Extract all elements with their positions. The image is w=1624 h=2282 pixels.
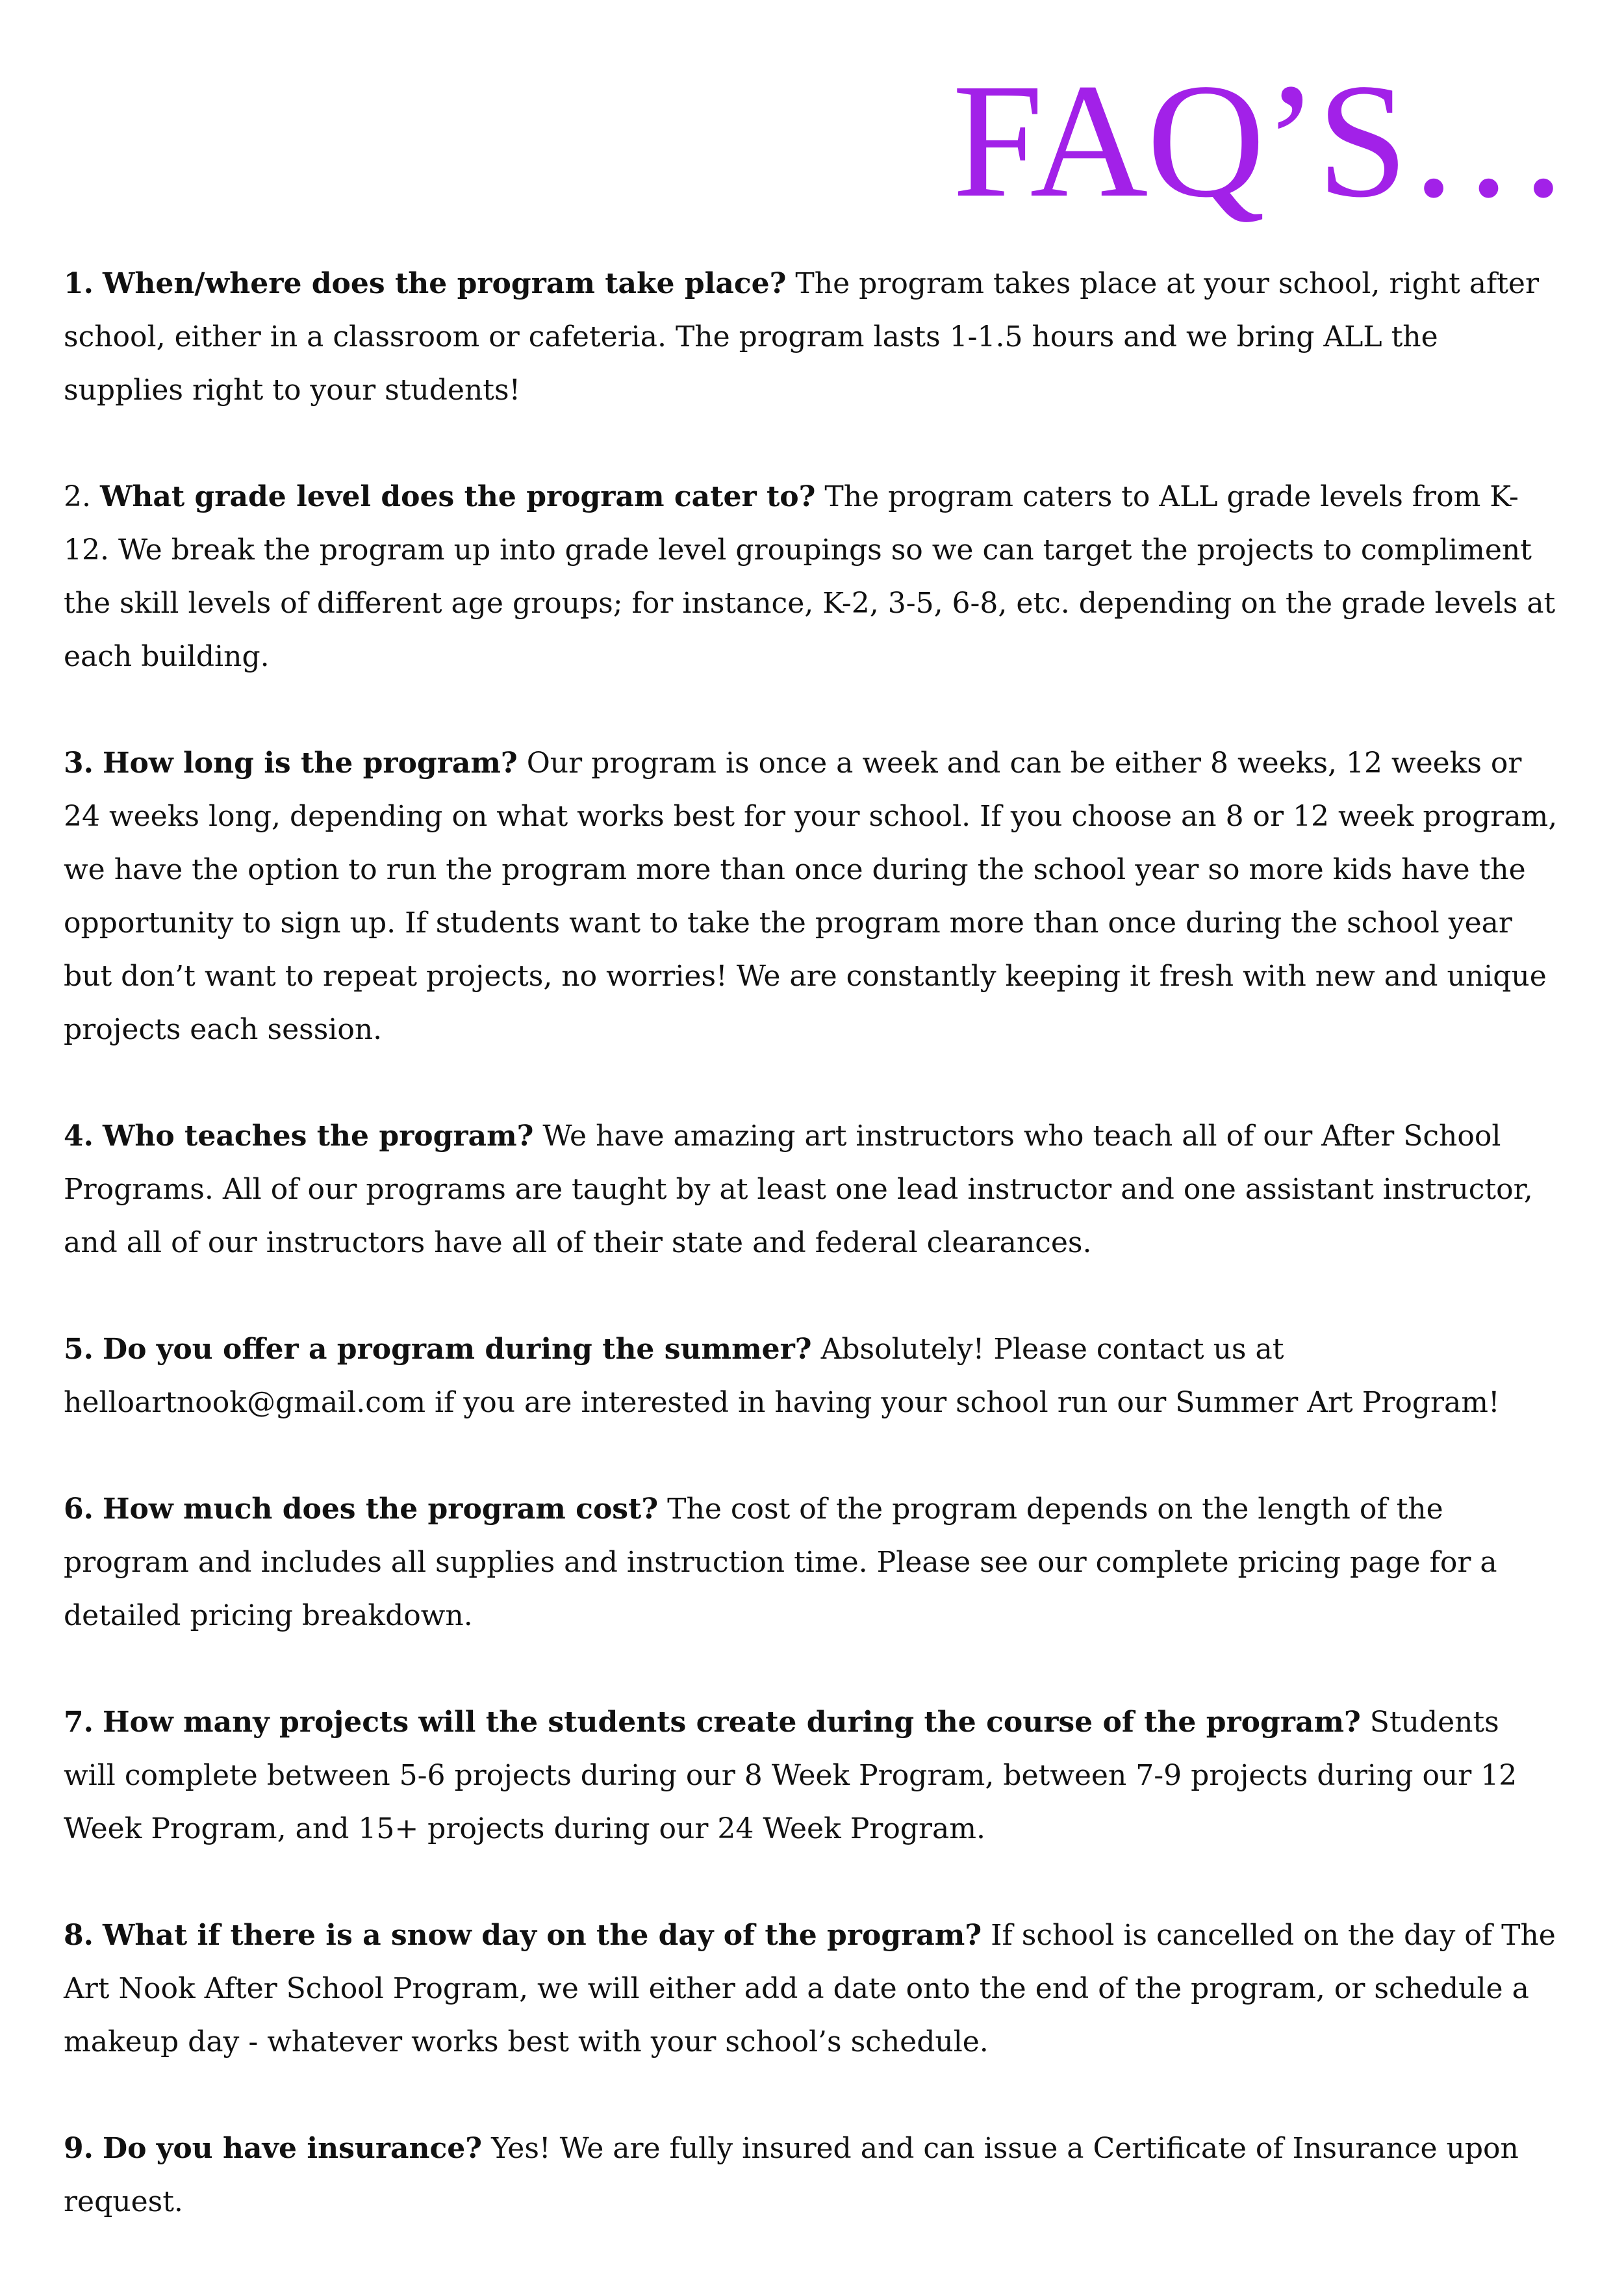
faq-number: 5. — [64, 1333, 94, 1366]
faq-answer: The cost of the program depends on the length of the program and includes all supplies and instruction time. Please see our complete pricing page for a detailed pricing breakdown. — [64, 1493, 1497, 1632]
faq-answer: Yes! We are fully insured and can issue a Certificate of Insurance upon request. — [64, 2132, 1519, 2218]
faq-list — [64, 257, 1558, 2282]
faq-number: 8. — [64, 1919, 94, 1952]
faq-item — [64, 1323, 1558, 1429]
faq-item — [64, 1909, 1558, 2069]
faq-item — [64, 470, 1558, 684]
faq-answer: If school is cancelled on the day of The Art Nook After School Program, we will either add a date onto the end of the program, or schedule a makeup day - whatever works best with your school’s schedule. — [64, 1919, 1556, 2058]
faq-item — [64, 1696, 1558, 1856]
faq-number: 7. — [64, 1706, 94, 1739]
faq-answer: The program caters to ALL grade levels from K-12. We break the program up into grade level groupings so we can target the projects to compliment the skill levels of different age groups; for instance, K-2, 3-5, 6-8, etc. depending on the grade levels at each building. — [64, 480, 1556, 673]
faq-question: What grade level does the program cater to? — [99, 480, 816, 513]
faq-item — [64, 2122, 1558, 2229]
faq-number: 1. — [64, 267, 94, 300]
faq-answer: Absolutely! Please contact us at helloartnook@gmail.com if you are interested in having your school run our Summer Art Program! — [64, 1333, 1500, 1419]
faq-answer: Our program is once a week and can be either 8 weeks, 12 weeks or 24 weeks long, depending on what works best for your school. If you choose an 8 or 12 week program, we have the option to run the program more than once during the school year so more kids have the opportunity to sign up. If students want to take the program more than once during the school year but don’t want to repeat projects, no worries! We are constantly keeping it fresh with new and unique projects each session. — [64, 747, 1558, 1046]
faq-question: How long is the program? — [102, 747, 518, 780]
faq-number: 4. — [64, 1120, 94, 1153]
faq-number: 9. — [64, 2132, 94, 2165]
faq-answer: Students will complete between 5-6 projects during our 8 Week Program, between 7-9 projects during our 12 Week Program, and 15+ projects during our 24 Week Program. — [64, 1706, 1517, 1845]
faq-question: How many projects will the students create during the course of the program? — [102, 1706, 1361, 1739]
faq-number: 3. — [64, 747, 94, 780]
faq-answer: We have amazing art instructors who teach all of our After School Programs. All of our programs are taught by at least one lead instructor and one assistant instructor, and all of our instructors have all of their state and federal clearances. — [64, 1120, 1533, 1259]
faq-question: What if there is a snow day on the day of the program? — [102, 1919, 982, 1952]
faq-item — [64, 257, 1558, 417]
faq-question: How much does the program cost? — [102, 1493, 659, 1526]
faq-item — [64, 737, 1558, 1057]
faq-number: 2. — [64, 480, 91, 513]
faq-answer: The program takes place at your school, right after school, either in a classroom or cafeteria. The program lasts 1-1.5 hours and we bring ALL the supplies right to your students! — [64, 267, 1540, 407]
page-title: FAQ’S… — [952, 49, 1569, 231]
faq-question: Who teaches the program? — [102, 1120, 534, 1153]
faq-question: Do you have insurance? — [102, 2132, 483, 2165]
faq-question: Do you offer a program during the summer? — [102, 1333, 812, 1366]
faq-item — [64, 1483, 1558, 1643]
faq-question: When/where does the program take place? — [102, 267, 787, 300]
faq-number: 6. — [64, 1493, 94, 1526]
faq-item — [64, 1110, 1558, 1270]
